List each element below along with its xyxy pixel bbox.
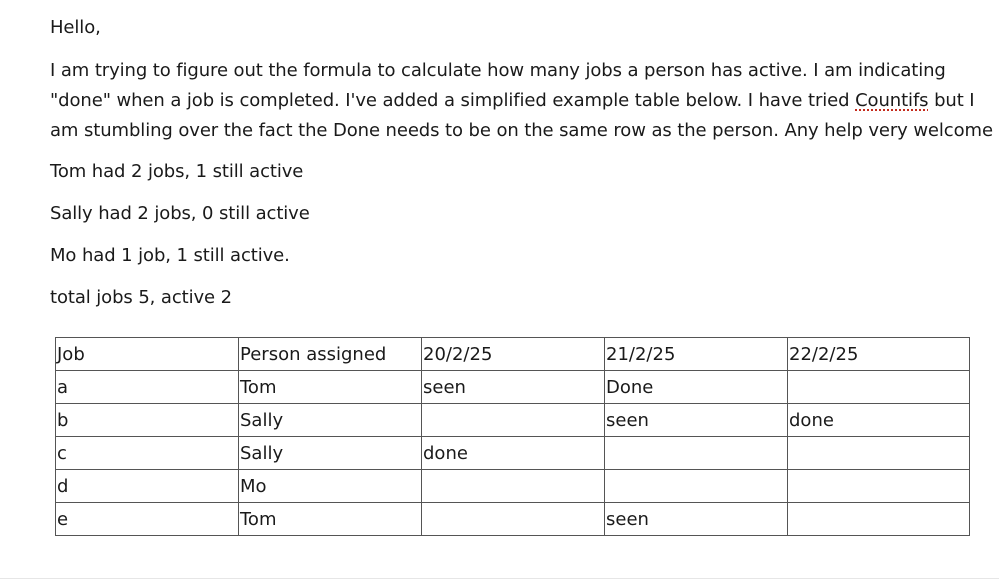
summary-tom: Tom had 2 jobs, 1 still active [50,161,304,182]
greeting-text: Hello, [50,17,101,38]
table-cell: done [788,404,970,437]
table-cell [605,437,788,470]
table-cell: Mo [239,470,422,503]
table-cell: seen [605,404,788,437]
table-row [56,470,970,503]
table-cell: seen [422,371,605,404]
table-cell [788,503,970,536]
table-row [56,503,970,536]
question-line-3: am stumbling over the fact the Done needs to be on the same row as the person. Any help very welcome [50,120,993,141]
jobs-table [55,337,970,536]
summary-sally: Sally had 2 jobs, 0 still active [50,203,310,224]
table-cell [788,371,970,404]
table-header-row [56,338,970,371]
table-cell: Done [605,371,788,404]
table-header-cell: Job [56,338,239,371]
table-row [56,437,970,470]
summary-mo: Mo had 1 job, 1 still active. [50,245,290,266]
table-cell: Sally [239,404,422,437]
table-cell: c [56,437,239,470]
question-paragraph [50,56,993,146]
table-cell: b [56,404,239,437]
summary-total: total jobs 5, active 2 [50,287,233,308]
bottom-divider [0,578,999,579]
table-cell: a [56,371,239,404]
table-cell: Tom [239,371,422,404]
table-cell [788,470,970,503]
table-cell: Tom [239,503,422,536]
question-line-2-text: "done" when a job is completed. I've added a simplified example table below. I have tried [50,90,856,111]
table-row [56,404,970,437]
question-line-1: I am trying to figure out the formula to calculate how many jobs a person has active. I am indicating [50,60,946,81]
table-cell [422,503,605,536]
question-line-2 [50,86,980,116]
table-cell: done [422,437,605,470]
table-cell [605,470,788,503]
question-line-2-end: but I [928,90,975,111]
table-header-cell: 22/2/25 [788,338,970,371]
table-cell [422,404,605,437]
table-cell [422,470,605,503]
table-cell: seen [605,503,788,536]
table-cell [788,437,970,470]
table-cell: e [56,503,239,536]
misspelled-word[interactable]: Countifs [855,90,929,111]
table-header-cell: 20/2/25 [422,338,605,371]
table-cell: d [56,470,239,503]
table-header-cell: 21/2/25 [605,338,788,371]
table-header-cell: Person assigned [239,338,422,371]
table-cell: Sally [239,437,422,470]
table-row [56,371,970,404]
